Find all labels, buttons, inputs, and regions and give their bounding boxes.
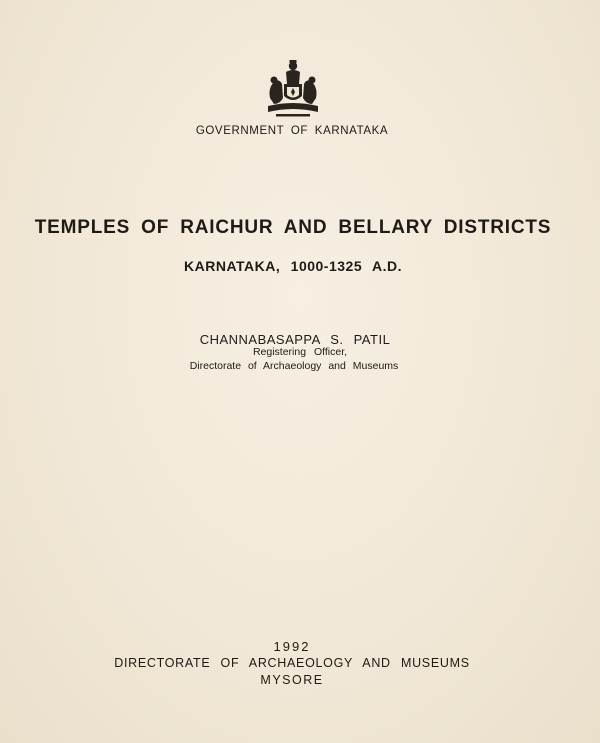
author-name: CHANNABASAPPA S. PATIL: [199, 332, 391, 347]
author-department: Directorate of Archaeology and Museums: [189, 360, 399, 372]
publisher-name: DIRECTORATE OF ARCHAEOLOGY AND MUSEUMS: [114, 656, 470, 670]
publication-year: 1992: [273, 639, 311, 654]
book-subtitle: KARNATAKA, 1000-1325 A.D.: [184, 258, 402, 274]
publisher-city: MYSORE: [260, 673, 324, 687]
author-role: Registering Officer,: [252, 346, 348, 358]
government-heading: GOVERNMENT OF KARNATAKA: [195, 125, 389, 137]
book-title: TEMPLES OF RAICHUR AND BELLARY DISTRICTS: [34, 217, 552, 238]
karnataka-emblem-icon: [262, 58, 324, 120]
